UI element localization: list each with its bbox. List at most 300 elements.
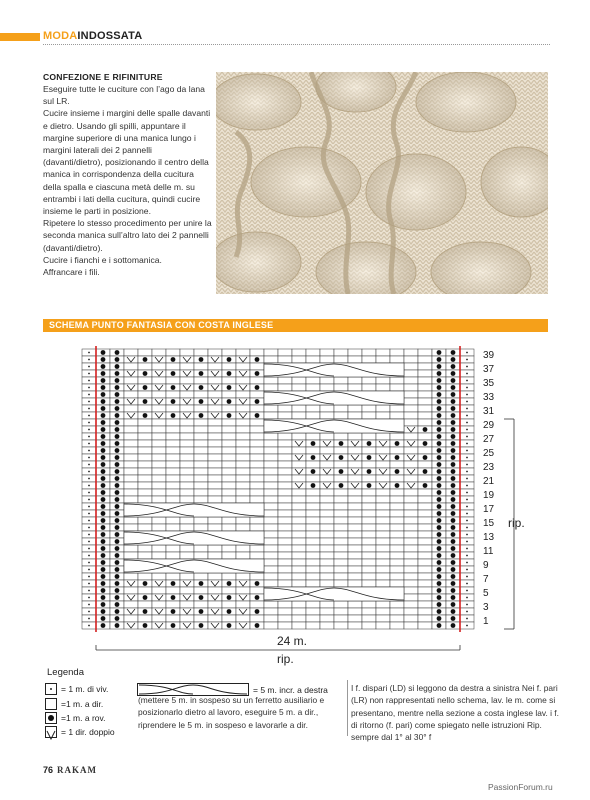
chart-cell: [264, 475, 278, 482]
chart-cell: [334, 559, 348, 566]
chart-mark-bigdot: [255, 371, 260, 376]
chart-cell: [278, 349, 292, 356]
chart-cell: [236, 517, 250, 524]
chart-mark-bigdot: [199, 371, 204, 376]
chart-cell: [264, 559, 278, 566]
chart-cell: [152, 447, 166, 454]
chart-mark-bigdot: [255, 357, 260, 362]
chart-mark-bigdot: [199, 413, 204, 418]
chart-cell: [404, 496, 418, 503]
chart-mark-bigdot: [437, 595, 442, 600]
chart-mark-bigdot: [143, 385, 148, 390]
row-number: 35: [483, 378, 495, 389]
chart-cell: [222, 405, 236, 412]
chart-cell: [362, 531, 376, 538]
chart-cell: [348, 475, 362, 482]
chart-cell: [390, 580, 404, 587]
chart-cell: [124, 552, 138, 559]
chart-cell: [390, 377, 404, 384]
chart-cell: [320, 573, 334, 580]
chart-cell: [194, 405, 208, 412]
chart-cell: [264, 454, 278, 461]
chart-mark-bigdot: [199, 399, 204, 404]
chart-cell: [390, 461, 404, 468]
chart-cell: [236, 454, 250, 461]
chart-cell: [278, 552, 292, 559]
chart-cell: [404, 573, 418, 580]
chart-mark-bigdot: [437, 399, 442, 404]
chart-mark-bigdot: [451, 441, 456, 446]
chart-mark-dot: [466, 569, 468, 571]
chart-mark-bigdot: [143, 357, 148, 362]
chart-mark-bigdot: [339, 441, 344, 446]
chart-mark-bigdot: [143, 371, 148, 376]
chart-mark-bigdot: [101, 385, 106, 390]
chart-mark-bigdot: [101, 378, 106, 383]
schema-title: SCHEMA PUNTO FANTASIA CON COSTA INGLESE: [49, 320, 274, 330]
chart-cell: [152, 573, 166, 580]
chart-cell: [362, 489, 376, 496]
chart-cell: [348, 552, 362, 559]
chart-cell: [376, 615, 390, 622]
chart-cell: [278, 482, 292, 489]
chart-cell: [264, 377, 278, 384]
chart-cell: [362, 545, 376, 552]
chart-cell: [152, 496, 166, 503]
chart-cell: [404, 377, 418, 384]
chart-cell: [194, 426, 208, 433]
section-header: [43, 30, 142, 42]
chart-cell: [222, 615, 236, 622]
chart-cell: [236, 601, 250, 608]
chart-mark-bigdot: [101, 434, 106, 439]
chart-mark-bigdot: [101, 350, 106, 355]
chart-cell: [390, 538, 404, 545]
row-number: 37: [483, 364, 495, 375]
chart-cell: [390, 510, 404, 517]
chart-cell: [334, 531, 348, 538]
row-number: 31: [483, 406, 495, 417]
chart-cell: [278, 524, 292, 531]
chart-cell: [124, 615, 138, 622]
chart-cell: [306, 433, 320, 440]
row-number: 11: [483, 546, 494, 557]
chart-cell: [236, 433, 250, 440]
chart-cell: [208, 517, 222, 524]
chart-cell: [236, 615, 250, 622]
chart-mark-bigdot: [437, 497, 442, 502]
chart-cell: [166, 461, 180, 468]
chart-cell: [418, 433, 432, 440]
chart-mark-bigdot: [101, 476, 106, 481]
chart-cell: [306, 412, 320, 419]
chart-mark-bigdot: [367, 455, 372, 460]
chart-cell: [264, 405, 278, 412]
chart-cell: [334, 608, 348, 615]
chart-mark-bigdot: [255, 413, 260, 418]
chart-cell: [166, 433, 180, 440]
chart-mark-bigdot: [101, 623, 106, 628]
chart-mark-dot: [88, 436, 90, 438]
chart-cell: [292, 580, 306, 587]
chart-mark-bigdot: [101, 609, 106, 614]
chart-cell: [208, 363, 222, 370]
row-number: 21: [483, 476, 495, 487]
chart-cell: [222, 391, 236, 398]
chart-cell: [124, 468, 138, 475]
chart-cell: [138, 517, 152, 524]
chart-mark-bigdot: [143, 581, 148, 586]
chart-mark-dot: [88, 499, 90, 501]
chart-mark-dot: [88, 471, 90, 473]
chart-mark-bigdot: [115, 350, 120, 355]
chart-cell: [152, 552, 166, 559]
chart-mark-bigdot: [437, 364, 442, 369]
chart-mark-bigdot: [395, 483, 400, 488]
chart-mark-bigdot: [101, 490, 106, 495]
chart-mark-bigdot: [437, 427, 442, 432]
chart-mark-bigdot: [451, 518, 456, 523]
chart-cell: [334, 601, 348, 608]
chart-cell: [404, 608, 418, 615]
chart-mark-bigdot: [395, 441, 400, 446]
chart-cell: [250, 468, 264, 475]
chart-mark-bigdot: [451, 455, 456, 460]
chart-cell: [376, 622, 390, 629]
chart-mark-bigdot: [227, 385, 232, 390]
chart-mark-dot: [466, 436, 468, 438]
chart-cell: [362, 573, 376, 580]
chart-cell: [278, 615, 292, 622]
chart-cell: [250, 461, 264, 468]
chart-mark-bigdot: [115, 609, 120, 614]
chart-mark-bigdot: [437, 532, 442, 537]
chart-cell: [362, 475, 376, 482]
chart-cell: [152, 454, 166, 461]
chart-cell: [222, 517, 236, 524]
chart-mark-bigdot: [143, 609, 148, 614]
chart-cell: [124, 496, 138, 503]
chart-mark-bigdot: [437, 434, 442, 439]
chart-mark-dot: [466, 401, 468, 403]
chart-cell: [362, 405, 376, 412]
chart-cell: [376, 377, 390, 384]
chart-mark-bigdot: [101, 371, 106, 376]
row-number: 5: [483, 588, 489, 599]
chart-cell: [124, 440, 138, 447]
chart-mark-bigdot: [451, 546, 456, 551]
chart-mark-bigdot: [451, 476, 456, 481]
chart-cell: [250, 524, 264, 531]
chart-cell: [124, 489, 138, 496]
chart-mark-dot: [88, 380, 90, 382]
chart-cell: [278, 447, 292, 454]
chart-cell: [194, 419, 208, 426]
chart-cell: [264, 384, 278, 391]
chart-cell: [236, 552, 250, 559]
chart-cell: [418, 503, 432, 510]
chart-mark-bigdot: [101, 532, 106, 537]
chart-cell: [138, 601, 152, 608]
chart-cell: [222, 377, 236, 384]
chart-cell: [292, 531, 306, 538]
chart-mark-bigdot: [115, 448, 120, 453]
chart-mark-bigdot: [451, 511, 456, 516]
chart-cell: [166, 391, 180, 398]
chart-mark-bigdot: [437, 371, 442, 376]
chart-cell: [138, 419, 152, 426]
chart-cell: [334, 356, 348, 363]
chart-cell: [404, 615, 418, 622]
chart-mark-dot: [88, 569, 90, 571]
chart-cell: [208, 454, 222, 461]
chart-mark-bigdot: [115, 392, 120, 397]
chart-cell: [278, 412, 292, 419]
chart-mark-bigdot: [115, 602, 120, 607]
chart-cell: [278, 468, 292, 475]
chart-cell: [362, 552, 376, 559]
chart-mark-bigdot: [101, 406, 106, 411]
chart-cell: [166, 524, 180, 531]
chart-cell: [320, 433, 334, 440]
chart-cell: [376, 489, 390, 496]
chart-cell: [222, 587, 236, 594]
chart-mark-bigdot: [451, 567, 456, 572]
chart-cell: [306, 510, 320, 517]
chart-cell: [138, 587, 152, 594]
chart-cell: [208, 524, 222, 531]
chart-mark-bigdot: [115, 441, 120, 446]
chart-cell: [348, 531, 362, 538]
chart-cell: [348, 349, 362, 356]
chart-mark-bigdot: [451, 469, 456, 474]
chart-mark-bigdot: [451, 532, 456, 537]
chart-mark-bigdot: [115, 427, 120, 432]
chart-mark-bigdot: [115, 518, 120, 523]
chart-mark-bigdot: [437, 518, 442, 523]
chart-cell: [250, 601, 264, 608]
chart-cell: [250, 475, 264, 482]
chart-cell: [348, 461, 362, 468]
chart-cell: [362, 412, 376, 419]
chart-mark-dot: [88, 562, 90, 564]
chart-cell: [320, 622, 334, 629]
chart-cell: [320, 384, 334, 391]
chart-cell: [166, 496, 180, 503]
chart-cell: [376, 412, 390, 419]
chart-cell: [138, 573, 152, 580]
chart-mark-bigdot: [101, 483, 106, 488]
chart-mark-bigdot: [451, 504, 456, 509]
chart-cell: [390, 545, 404, 552]
chart-cell: [194, 552, 208, 559]
chart-mark-dot: [466, 485, 468, 487]
chart-mark-dot: [88, 618, 90, 620]
chart-cell: [390, 475, 404, 482]
chart-cell: [194, 377, 208, 384]
chart-mark-bigdot: [451, 483, 456, 488]
chart-cell: [292, 405, 306, 412]
chart-cell: [404, 447, 418, 454]
chart-cell: [278, 377, 292, 384]
chart-cell: [278, 356, 292, 363]
chart-cell: [418, 475, 432, 482]
chart-mark-bigdot: [311, 455, 316, 460]
chart-cell: [334, 461, 348, 468]
chart-mark-bigdot: [101, 504, 106, 509]
chart-mark-dot: [88, 401, 90, 403]
chart-cell: [278, 475, 292, 482]
chart-mark-bigdot: [451, 364, 456, 369]
chart-cell: [306, 384, 320, 391]
chart-cell: [390, 566, 404, 573]
chart-mark-bigdot: [451, 462, 456, 467]
cable-legend-text: = 5 m. incr. a destra: [253, 685, 328, 695]
chart-cell: [208, 587, 222, 594]
chart-cell: [418, 412, 432, 419]
repeat-stitches-rip: rip.: [277, 652, 294, 666]
chart-cell: [278, 489, 292, 496]
chart-cell: [124, 391, 138, 398]
chart-mark-dot: [88, 625, 90, 627]
chart-cell: [208, 489, 222, 496]
chart-cell: [292, 524, 306, 531]
chart-cell: [152, 391, 166, 398]
chart-cell: [334, 524, 348, 531]
chart-mark-bigdot: [437, 525, 442, 530]
row-number: 25: [483, 448, 495, 459]
chart-cell: [292, 608, 306, 615]
chart-mark-bigdot: [423, 469, 428, 474]
chart-mark-bigdot: [395, 455, 400, 460]
chart-mark-bigdot: [171, 623, 176, 628]
chart-mark-bigdot: [367, 483, 372, 488]
chart-mark-bigdot: [451, 427, 456, 432]
chart-mark-dot: [88, 443, 90, 445]
chart-cell: [292, 489, 306, 496]
chart-cell: [334, 475, 348, 482]
chart-cell: [376, 559, 390, 566]
chart-cell: [208, 496, 222, 503]
chart-mark-bigdot: [115, 490, 120, 495]
chart-cell: [278, 503, 292, 510]
chart-mark-bigdot: [437, 609, 442, 614]
chart-cell: [404, 545, 418, 552]
chart-mark-bigdot: [437, 392, 442, 397]
chart-cell: [166, 447, 180, 454]
chart-cell: [222, 363, 236, 370]
chart-cell: [418, 447, 432, 454]
chart-cell: [152, 482, 166, 489]
notes-divider: [347, 680, 348, 736]
chart-cell: [418, 622, 432, 629]
chart-mark-bigdot: [143, 413, 148, 418]
chart-mark-bigdot: [367, 441, 372, 446]
chart-cell: [334, 622, 348, 629]
chart-cell: [166, 363, 180, 370]
chart-cell: [236, 482, 250, 489]
chart-cell: [334, 503, 348, 510]
chart-mark-bigdot: [367, 469, 372, 474]
chart-cell: [320, 405, 334, 412]
chart-cell: [138, 447, 152, 454]
chart-mark-bigdot: [451, 574, 456, 579]
chart-mark-bigdot: [101, 616, 106, 621]
chart-mark-bigdot: [311, 483, 316, 488]
chart-cell: [292, 517, 306, 524]
chart-cell: [306, 615, 320, 622]
chart-cell: [376, 552, 390, 559]
chart-mark-bigdot: [101, 574, 106, 579]
row-number: 17: [483, 504, 495, 515]
chart-cell: [348, 503, 362, 510]
chart-cell: [320, 489, 334, 496]
chart-cell: [180, 377, 194, 384]
chart-cell: [376, 349, 390, 356]
chart-cell: [124, 433, 138, 440]
chart-cell: [418, 349, 432, 356]
chart-mark-dot: [466, 443, 468, 445]
confezione-paragraph: Eseguire tutte le cuciture con l’ago da lana sul LR.: [43, 84, 205, 107]
chart-cell: [292, 475, 306, 482]
chart-cell: [418, 398, 432, 405]
chart-cell: [180, 475, 194, 482]
chart-cell: [278, 461, 292, 468]
chart-cell: [138, 615, 152, 622]
chart-cell: [250, 496, 264, 503]
chart-mark-bigdot: [115, 567, 120, 572]
chart-cell: [222, 496, 236, 503]
chart-cell: [376, 496, 390, 503]
chart-cell: [138, 475, 152, 482]
chart-mark-bigdot: [101, 427, 106, 432]
chart-mark-bigdot: [115, 455, 120, 460]
legend-v-text: = 1 dir. doppio: [61, 727, 115, 737]
chart-cell: [166, 573, 180, 580]
chart-mark-dot: [466, 583, 468, 585]
chart-mark-bigdot: [171, 413, 176, 418]
chart-mark-bigdot: [437, 483, 442, 488]
chart-mark-dot: [88, 429, 90, 431]
chart-cell: [418, 587, 432, 594]
chart-cell: [222, 545, 236, 552]
chart-mark-bigdot: [115, 434, 120, 439]
chart-cell: [152, 405, 166, 412]
chart-mark-bigdot: [171, 385, 176, 390]
chart-cell: [152, 363, 166, 370]
chart-cell: [138, 454, 152, 461]
chart-mark-dot: [88, 583, 90, 585]
chart-cell: [306, 559, 320, 566]
chart-cell: [208, 433, 222, 440]
chart-cell: [152, 433, 166, 440]
chart-cell: [194, 517, 208, 524]
chart-mark-dot: [466, 548, 468, 550]
chart-cell: [152, 468, 166, 475]
chart-cell: [292, 447, 306, 454]
row-number: 19: [483, 490, 495, 501]
chart-cell: [194, 433, 208, 440]
chart-cell: [376, 517, 390, 524]
chart-mark-dot: [466, 534, 468, 536]
chart-mark-bigdot: [395, 469, 400, 474]
reading-notes: I f. dispari (LD) si leggono da destra a sinistra Nei f. pari (LR) non rappresentati nello schema, lav. le m. come si presentano, mentre nella sezione a costa inglese lav. i f. di ritorno (f. pari) come spiegato nelle istruzioni Rip. sempre dal 1° al 30° f: [351, 683, 559, 743]
chart-cell: [138, 426, 152, 433]
chart-cell: [222, 419, 236, 426]
chart-mark-bigdot: [437, 455, 442, 460]
chart-cell: [306, 545, 320, 552]
chart-mark-bigdot: [101, 357, 106, 362]
